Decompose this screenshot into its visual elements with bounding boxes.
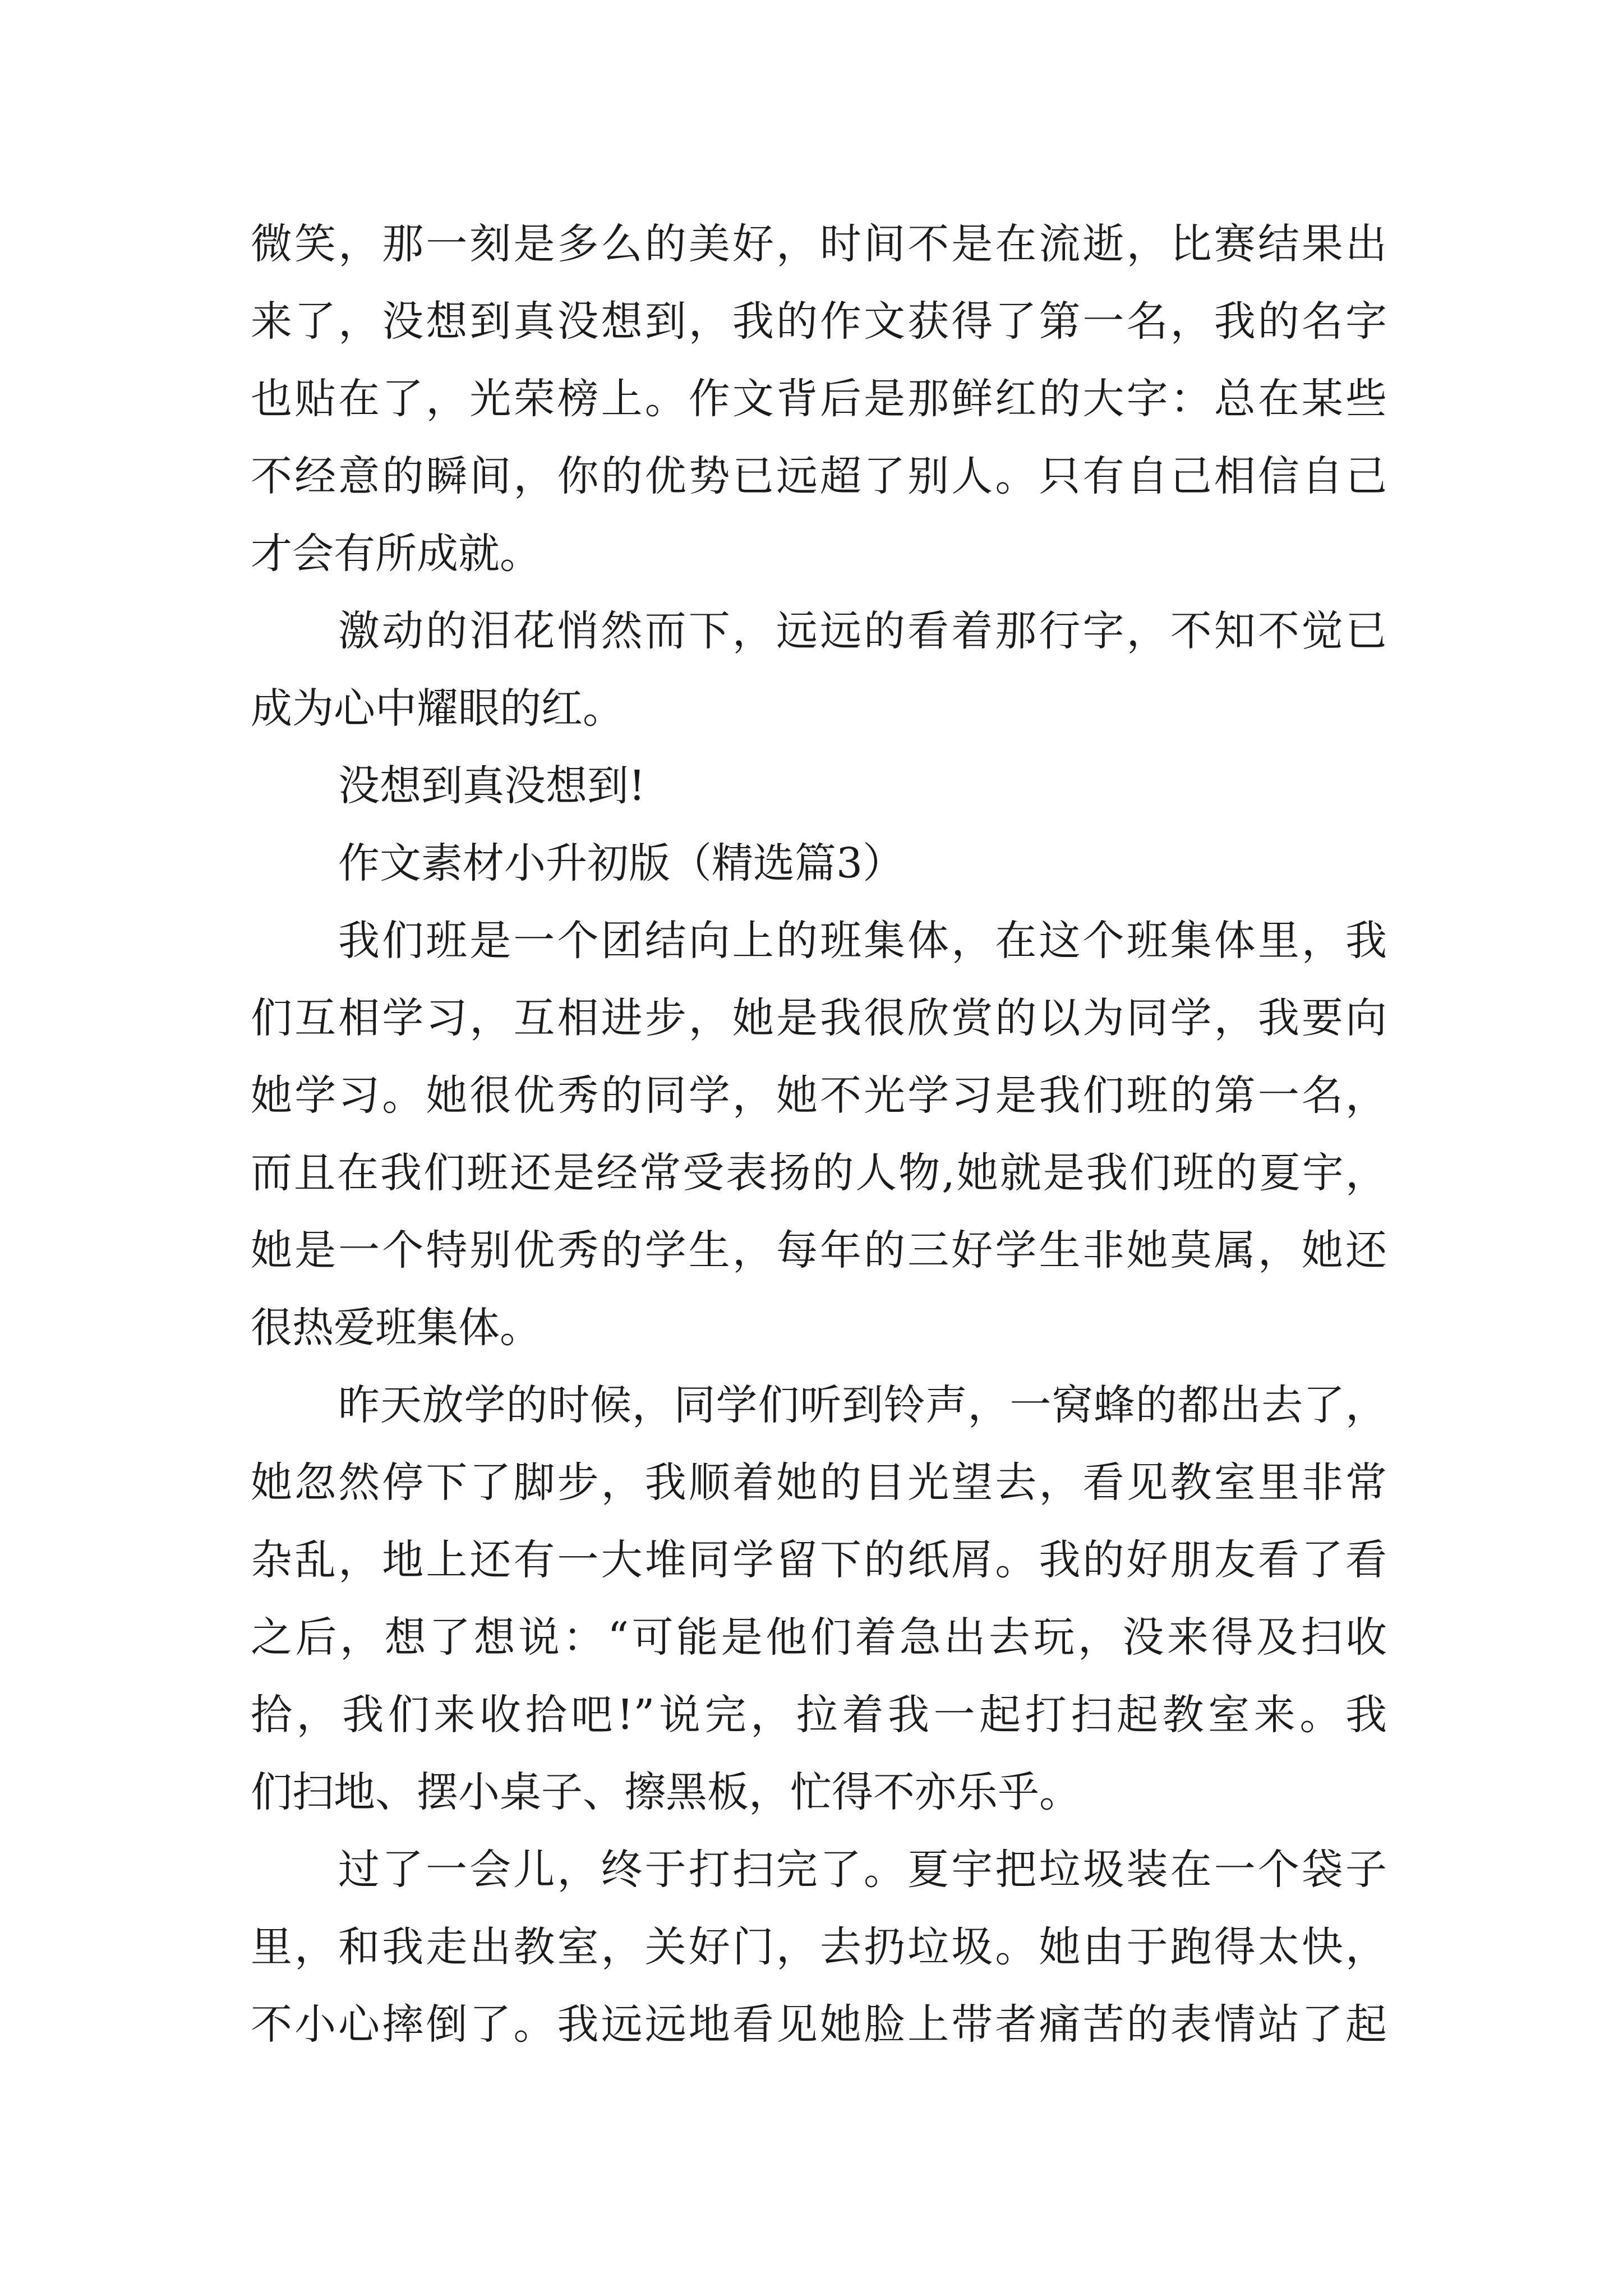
heading-line: 作文素材小升初版（精选篇3）	[338, 839, 905, 887]
text-line: 们扫地、摆小桌子、擦黑板，忙得不亦乐乎。	[251, 1768, 1081, 1816]
paragraph	[251, 1366, 1387, 1831]
text-line: 昨天放学的时候，同学们听到铃声，一窝蜂的都出去了，	[338, 1381, 1387, 1429]
text-line: 很热爱班集体。	[251, 1304, 541, 1352]
paragraph	[251, 1831, 1387, 2063]
text-line: 微笑，那一刻是多么的美好，时间不是在流逝，比赛结果出	[251, 220, 1387, 268]
text-line: 而且在我们班还是经常受表扬的人物,她就是我们班的夏宇，	[251, 1149, 1387, 1197]
text-line: 没想到真没想到!	[338, 762, 645, 810]
text-line: 她学习。她很优秀的同学，她不光学习是我们班的第一名，	[251, 1071, 1387, 1120]
text-line: 才会有所成就。	[251, 530, 541, 578]
paragraph	[251, 205, 1387, 592]
text-line: 不小心摔倒了。我远远地看见她脸上带者痛苦的表情站了起	[251, 2000, 1387, 2049]
text-line: 激动的泪花悄然而下，远远的看着那行字，不知不觉已	[338, 607, 1387, 655]
text-line: 来了，没想到真没想到，我的作文获得了第一名，我的名字	[251, 297, 1387, 346]
text-line: 过了一会儿，终于打扫完了。夏宇把垃圾装在一个袋子	[338, 1846, 1387, 1894]
text-line: 也贴在了，光荣榜上。作文背后是那鲜红的大字：总在某些	[251, 375, 1387, 423]
text-line: 杂乱，地上还有一大堆同学留下的纸屑。我的好朋友看了看	[251, 1536, 1387, 1584]
text-line: 拾，我们来收拾吧!”说完，拉着我一起打扫起教室来。我	[251, 1691, 1387, 1739]
section-heading	[251, 825, 1387, 902]
paragraph	[251, 902, 1387, 1366]
text-line: 她是一个特别优秀的学生，每年的三好学生非她莫属，她还	[251, 1226, 1387, 1274]
text-line: 我们班是一个团结向上的班集体，在这个班集体里，我	[338, 917, 1387, 965]
text-line: 里，和我走出教室，关好门，去扔垃圾。她由于跑得太快，	[251, 1923, 1387, 1971]
document-body	[251, 205, 1387, 2063]
text-line: 们互相学习，互相进步，她是我很欣赏的以为同学，我要向	[251, 994, 1387, 1042]
text-line: 她忽然停下了脚步，我顺着她的目光望去，看见教室里非常	[251, 1458, 1387, 1507]
text-line: 不经意的瞬间，你的优势已远超了别人。只有自己相信自己	[251, 452, 1387, 500]
text-line: 成为心中耀眼的红。	[251, 684, 624, 733]
paragraph	[251, 747, 1387, 825]
text-line: 之后，想了想说：“可能是他们着急出去玩，没来得及扫收	[251, 1613, 1387, 1662]
paragraph	[251, 592, 1387, 747]
